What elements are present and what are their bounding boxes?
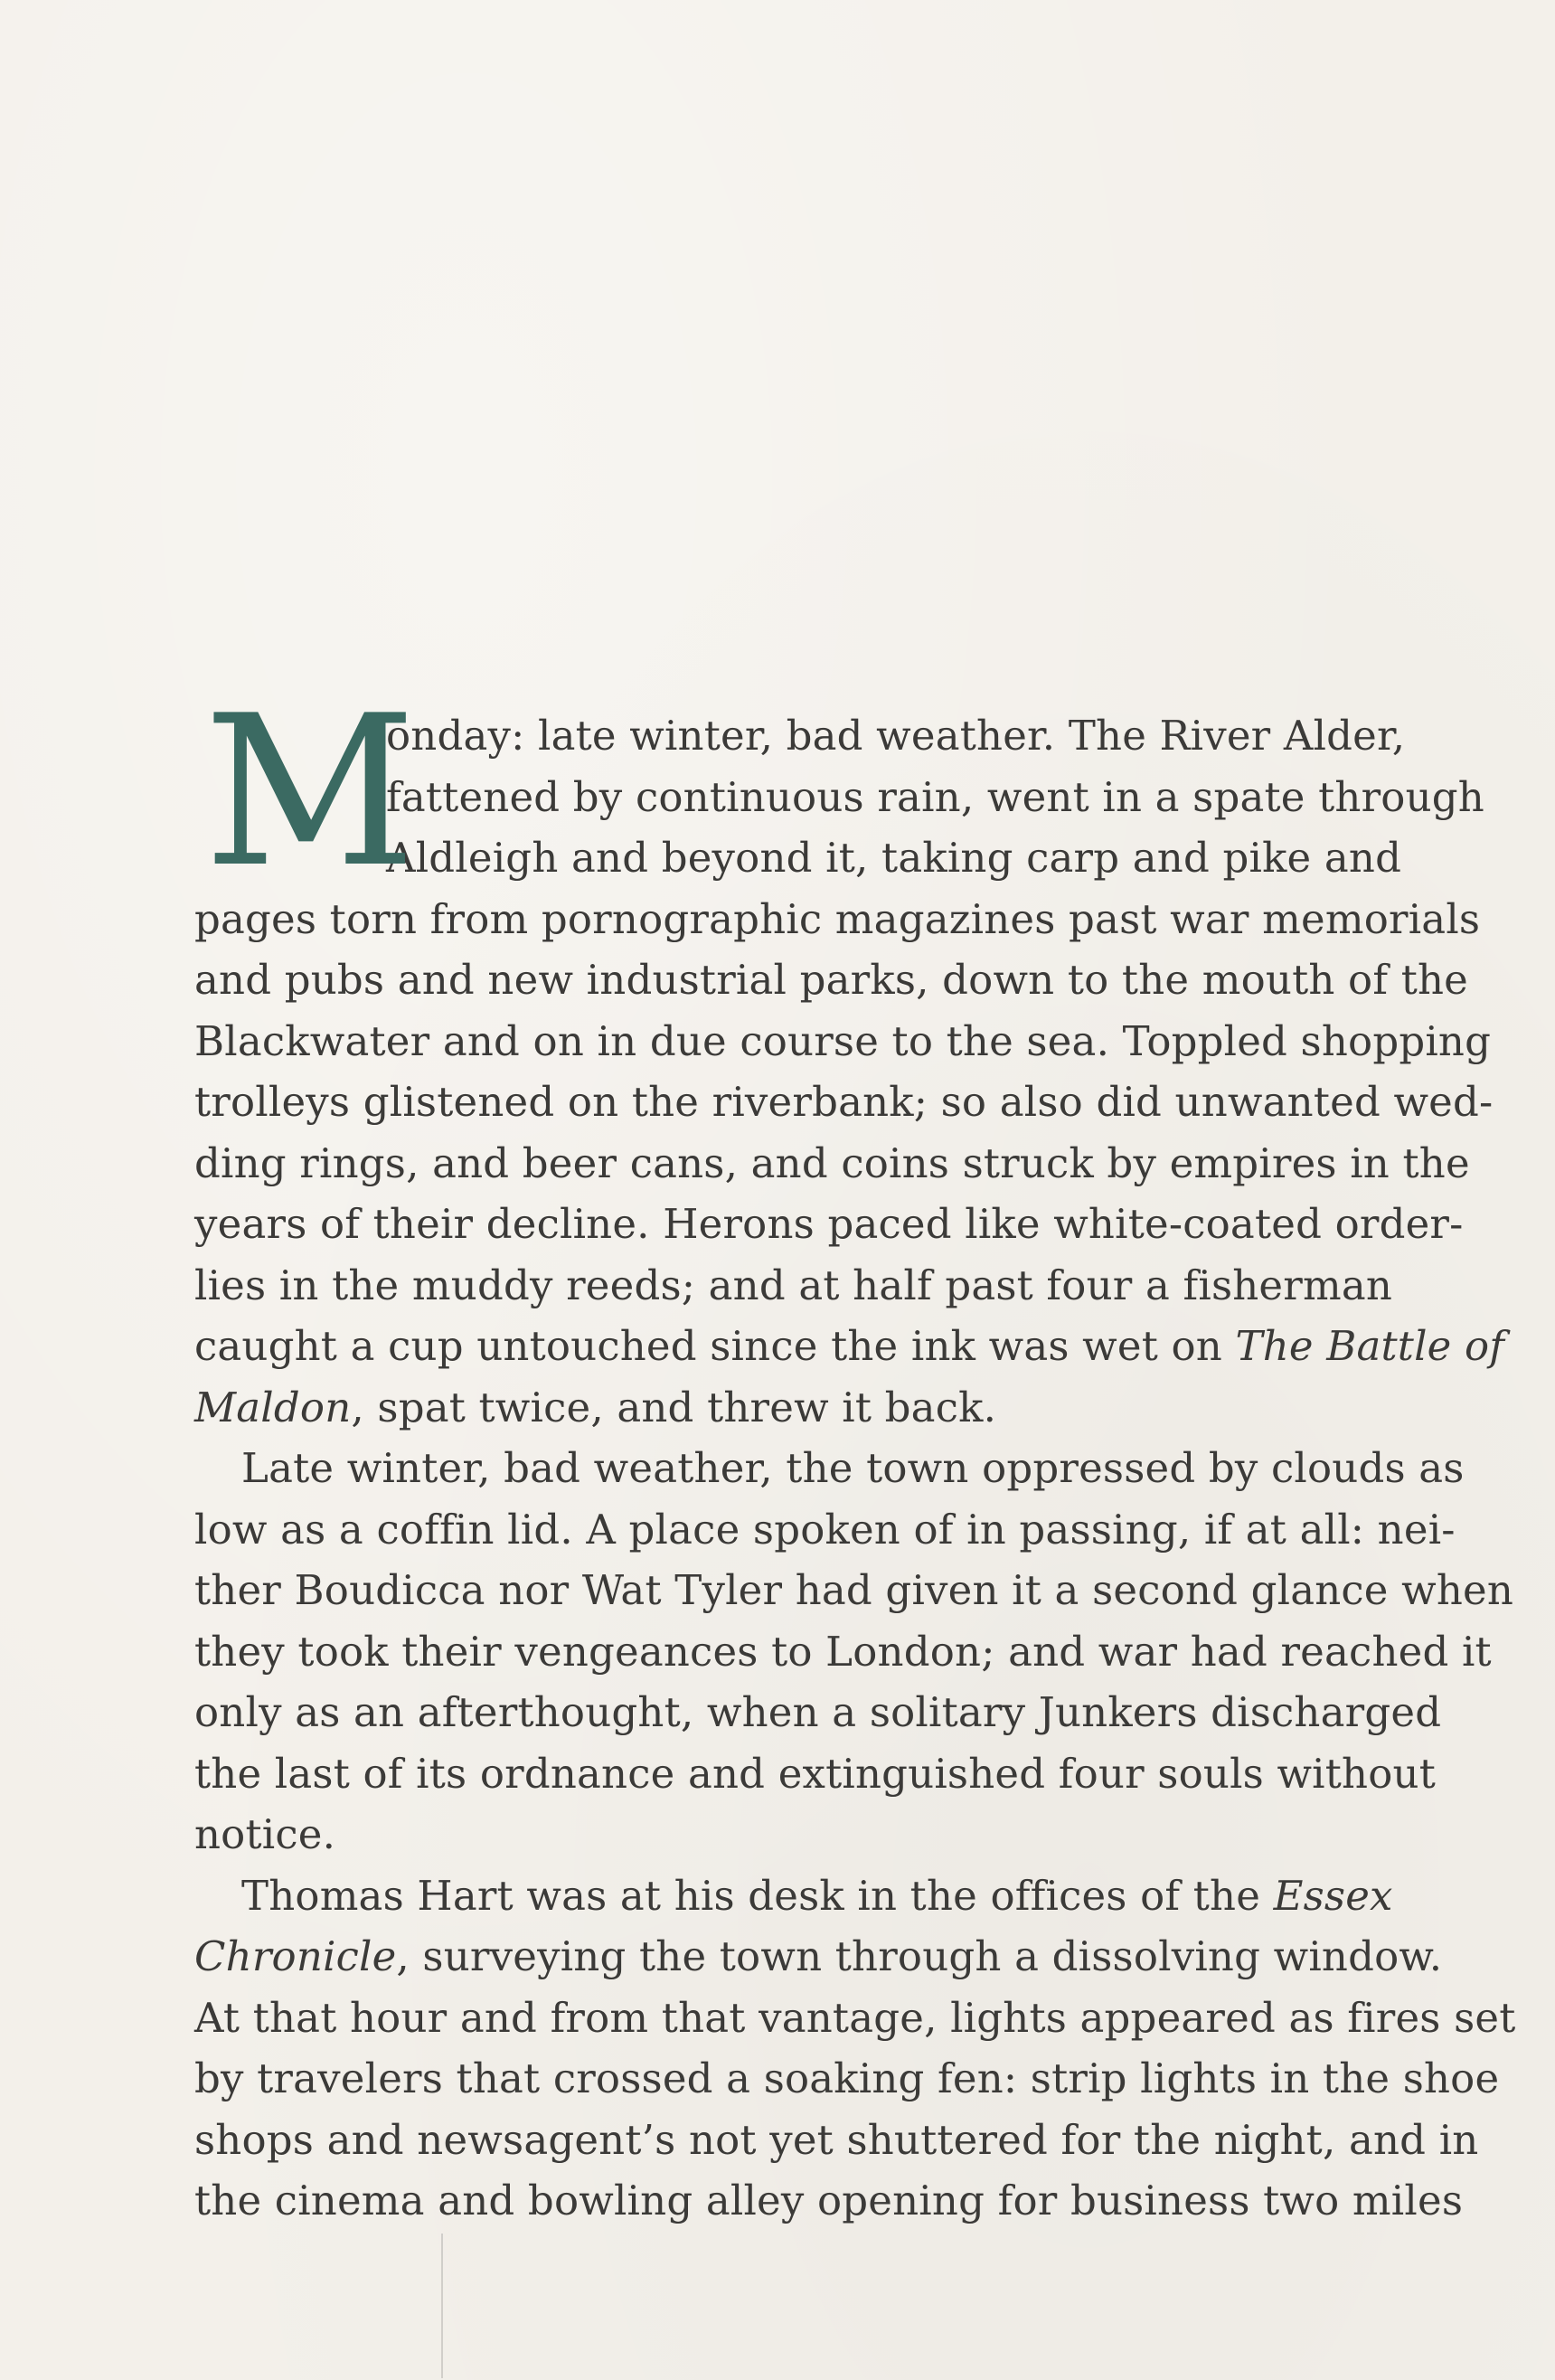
text-segment: and pubs and new industrial parks, down to the mouth of the [194,956,1468,1004]
text-segment: At that hour and from that vantage, lights appeared as fires set [194,1993,1516,2042]
text-segment: years of their decline. Herons paced like white-coated order- [194,1200,1464,1248]
text-line [194,1194,1464,1255]
text-segment: notice. [194,1810,336,1858]
text-line [194,1072,1494,1133]
text-segment: ding rings, and beer cans, and coins struck by empires in the [194,1138,1470,1187]
italic-text: Maldon [194,1383,352,1431]
text-segment: ther Boudicca nor Wat Tyler had given it a second glance when [194,1566,1514,1614]
text-line [194,949,1468,1011]
text-segment: Thomas Hart was at his desk in the offices of the [241,1871,1274,1920]
text-segment: fattened by continuous rain, went in a spate through [386,772,1484,821]
text-line [194,1011,1492,1072]
text-line [194,1499,1456,1561]
text-segment: Blackwater and on in due course to the sea. Toppled shopping [194,1016,1492,1065]
text-segment: only as an afterthought, when a solitary Junkers discharged [194,1688,1442,1736]
text-line [194,1133,1470,1195]
text-segment: low as a coffin lid. A place spoken of in passing, if at all: nei- [194,1505,1456,1554]
text-segment: they took their vengeances to London; and war had reached it [194,1627,1492,1676]
text-line [194,1743,1436,1805]
text-line [194,1804,1370,1865]
text-segment: by travelers that crossed a soaking fen: strip lights in the shoe [194,2054,1500,2102]
drop-cap: M [203,672,419,913]
italic-text: Chronicle [194,1932,397,1980]
text-line [194,1621,1492,1683]
text-segment: Late winter, bad weather, the town oppressed by clouds as [241,1444,1465,1492]
scan-artifact-line [441,2234,443,2378]
text-line [194,1560,1514,1621]
text-segment: Aldleigh and beyond it, taking carp and pike and [386,834,1402,882]
text-line [194,1255,1393,1317]
text-line [194,2170,1464,2232]
text-segment: , spat twice, and threw it back. [351,1383,997,1431]
text-line [194,1865,1393,1927]
text-line [194,1988,1516,2049]
text-line [194,1926,1443,1988]
text-segment: lies in the muddy reeds; and at half past four a fisherman [194,1261,1393,1309]
text-line [194,2048,1500,2110]
text-segment: , surveying the town through a dissolving window. [396,1932,1443,1980]
text-segment: caught a cup untouched since the ink was wet on [194,1322,1236,1370]
text-segment: onday: late winter, bad weather. The River Alder, [386,712,1406,760]
italic-text: The Battle of [1235,1322,1505,1370]
text-lines [194,672,1516,2232]
italic-text: Essex [1273,1871,1393,1920]
text-line [194,2110,1479,2171]
text-segment: trolleys glistened on the riverbank; so also did unwanted wed- [194,1078,1494,1126]
text-segment: the last of its ordnance and extinguished four souls without [194,1749,1436,1798]
body-text [194,672,1516,2232]
text-line [194,1682,1442,1743]
text-segment: pages torn from pornographic magazines past war memorials [194,894,1481,943]
text-line [194,1377,1370,1439]
text-line [194,1438,1465,1499]
text-line [194,1316,1505,1377]
text-segment: shops and newsagent’s not yet shuttered for the night, and in [194,2115,1479,2164]
text-segment: the cinema and bowling alley opening for business two miles [194,2177,1464,2224]
